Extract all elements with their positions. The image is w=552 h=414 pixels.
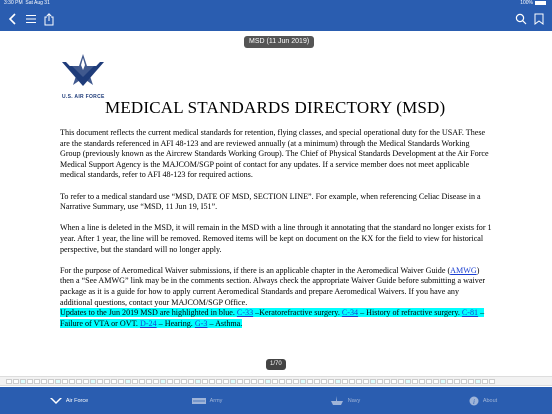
page-thumbnail[interactable] bbox=[356, 379, 362, 384]
share-icon bbox=[44, 13, 54, 26]
page-thumbnail[interactable] bbox=[468, 379, 474, 384]
page-thumbnail[interactable] bbox=[167, 379, 173, 384]
page-thumbnail[interactable] bbox=[83, 379, 89, 384]
link-c81[interactable]: C-81 bbox=[461, 308, 479, 318]
svg-text:i: i bbox=[472, 397, 475, 406]
page-thumbnail[interactable] bbox=[216, 379, 222, 384]
page-thumbnail[interactable] bbox=[237, 379, 243, 384]
page-thumbnail[interactable] bbox=[132, 379, 138, 384]
info-icon bbox=[469, 396, 479, 406]
tab-army[interactable] bbox=[138, 387, 276, 414]
page-thumbnail[interactable] bbox=[321, 379, 327, 384]
page-thumbnail[interactable] bbox=[125, 379, 131, 384]
page-thumbnail[interactable] bbox=[153, 379, 159, 384]
page-thumbnail[interactable] bbox=[181, 379, 187, 384]
page-thumbnail[interactable] bbox=[300, 379, 306, 384]
document-date-pill: MSD (11 Jun 2019) bbox=[244, 36, 314, 48]
page-thumbnail[interactable] bbox=[349, 379, 355, 384]
page-thumbnail[interactable] bbox=[440, 379, 446, 384]
link-c33[interactable]: C-33 bbox=[236, 308, 254, 318]
link-g3[interactable]: G-3 bbox=[194, 318, 208, 328]
page-thumbnail[interactable] bbox=[391, 379, 397, 384]
table-of-contents-button[interactable] bbox=[22, 10, 40, 28]
updates-intro: Updates to the Jun 2019 MSD are highlighted in blue. bbox=[60, 308, 237, 318]
page-thumbnail[interactable] bbox=[20, 379, 26, 384]
page-thumbnail[interactable] bbox=[230, 379, 236, 384]
page-thumbnail[interactable] bbox=[69, 379, 75, 384]
page-thumbnail[interactable] bbox=[244, 379, 250, 384]
page-thumbnail[interactable] bbox=[160, 379, 166, 384]
document-title: MEDICAL STANDARDS DIRECTORY (MSD) bbox=[105, 98, 446, 117]
page-thumbnail[interactable] bbox=[188, 379, 194, 384]
tab-navy-label: Navy bbox=[347, 397, 361, 404]
air-force-icon bbox=[50, 397, 62, 405]
page-thumbnail[interactable] bbox=[461, 379, 467, 384]
c34-text: – History of refractive surgery. bbox=[358, 308, 462, 318]
page-thumbnail[interactable] bbox=[41, 379, 47, 384]
updates-highlight bbox=[60, 308, 484, 328]
page-thumbnail[interactable] bbox=[195, 379, 201, 384]
page-thumbnail[interactable] bbox=[335, 379, 341, 384]
tab-air-force-label: Air Force bbox=[65, 397, 89, 404]
waiver-text-b: ) then a “See AMWG” link may be in the comments section. Always check the appropriate Waiver Guide before submitting a waiver package as it is a guide for how to apply current Aeromedical Standards and prepare Aeromedical Waivers. If you have any additional questions, contact your MAJCOM/SGP Office. bbox=[60, 265, 486, 307]
page-thumbnail[interactable] bbox=[76, 379, 82, 384]
list-icon bbox=[25, 14, 37, 24]
g3-text: – Asthma. bbox=[207, 318, 243, 328]
battery-icon bbox=[535, 1, 546, 5]
document-body bbox=[60, 128, 492, 329]
page-thumbnail[interactable] bbox=[384, 379, 390, 384]
page-thumbnail[interactable] bbox=[363, 379, 369, 384]
page-thumbnail[interactable] bbox=[405, 379, 411, 384]
page-thumbnail[interactable] bbox=[419, 379, 425, 384]
link-d24[interactable]: D-24 bbox=[139, 318, 157, 328]
page-thumbnail[interactable] bbox=[97, 379, 103, 384]
page-thumbnail[interactable] bbox=[202, 379, 208, 384]
search-button[interactable] bbox=[512, 10, 530, 28]
page-thumbnail[interactable] bbox=[251, 379, 257, 384]
page-thumbnail[interactable] bbox=[48, 379, 54, 384]
page-thumbnail[interactable] bbox=[90, 379, 96, 384]
page-thumbnail[interactable] bbox=[279, 379, 285, 384]
amwg-link[interactable]: AMWG bbox=[450, 265, 477, 275]
chevron-left-icon bbox=[8, 13, 18, 25]
page-thumbnail[interactable] bbox=[104, 379, 110, 384]
d24-text: – Hearing. bbox=[156, 318, 195, 328]
page-thumbnail[interactable] bbox=[307, 379, 313, 384]
page-thumbnail[interactable] bbox=[111, 379, 117, 384]
page-thumbnail[interactable] bbox=[209, 379, 215, 384]
page-thumbnail[interactable] bbox=[286, 379, 292, 384]
page-thumbnail[interactable] bbox=[139, 379, 145, 384]
page-thumbnail[interactable] bbox=[265, 379, 271, 384]
paragraph-reference: To refer to a medical standard use “MSD, DATE OF MSD, SECTION LINE”. For example, when referencing Celiac Disease in a Narrative Summary, use “MSD, 11 Jun 19, I51”. bbox=[60, 191, 481, 212]
page-thumbnail[interactable] bbox=[62, 379, 68, 384]
page-thumbnail[interactable] bbox=[34, 379, 40, 384]
link-c34[interactable]: C-34 bbox=[341, 308, 359, 318]
army-icon bbox=[192, 397, 206, 405]
page-thumbnail[interactable] bbox=[426, 379, 432, 384]
status-bar bbox=[0, 0, 552, 7]
page-thumbnail[interactable] bbox=[370, 379, 376, 384]
page-thumbnail[interactable] bbox=[6, 379, 12, 384]
page-thumbnail[interactable] bbox=[13, 379, 19, 384]
page-thumbnail[interactable] bbox=[146, 379, 152, 384]
share-button[interactable] bbox=[40, 10, 58, 28]
c33-text: –Keratorefractive surgery. bbox=[253, 308, 342, 318]
tab-army-label: Army bbox=[209, 397, 223, 404]
paragraph-deleted-lines: When a line is deleted in the MSD, it will remain in the MSD with a line through it annotating that the standard no longer exists for 1 year. After 1 year, the line will be removed. Removed items will be kept on document on the KX for the field to view for historical perspective, but the standard will no longer apply. bbox=[60, 223, 492, 254]
bookmark-icon bbox=[534, 13, 544, 25]
page-thumbnail[interactable] bbox=[342, 379, 348, 384]
search-icon bbox=[515, 13, 527, 25]
top-nav-bar bbox=[0, 7, 552, 31]
page-thumbnail[interactable] bbox=[377, 379, 383, 384]
page-thumbnail[interactable] bbox=[223, 379, 229, 384]
page-thumbnail[interactable] bbox=[328, 379, 334, 384]
page-indicator: 1/70 bbox=[266, 359, 286, 370]
page-thumbnail[interactable] bbox=[293, 379, 299, 384]
page-thumbnail[interactable] bbox=[272, 379, 278, 384]
status-battery: 100% bbox=[520, 0, 546, 7]
page-thumbnail[interactable] bbox=[489, 379, 495, 384]
tab-about-label: About bbox=[482, 397, 498, 404]
page-thumbnail-scrubber[interactable] bbox=[0, 376, 552, 386]
tab-air-force[interactable] bbox=[0, 387, 138, 414]
tab-bar bbox=[0, 387, 552, 414]
page-thumbnail[interactable] bbox=[412, 379, 418, 384]
tab-navy[interactable] bbox=[276, 387, 414, 414]
page-thumbnail[interactable] bbox=[454, 379, 460, 384]
page-thumbnail[interactable] bbox=[447, 379, 453, 384]
page-thumbnail[interactable] bbox=[314, 379, 320, 384]
waiver-text-a: For the purpose of Aeromedical Waiver submissions, if there is an applicable chapter in the Aeromedical Waiver Guide ( bbox=[60, 265, 451, 275]
air-force-logo-text: U.S. AIR FORCE bbox=[62, 94, 105, 100]
page-thumbnail[interactable] bbox=[475, 379, 481, 384]
page-thumbnail[interactable] bbox=[118, 379, 124, 384]
back-button[interactable] bbox=[4, 10, 22, 28]
paragraph-intro: This document reflects the current medical standards for retention, flying classes, and special operational duty for the USAF. These are the standards referenced in AFI 48-123 and are reviewed annually (at a minimum) through the Medical Standards Working Group (previously known as the Aircrew Standards Working Group). The Chief of Physical Standards Development at the Air Force Medical Support Agency is the MAJCOM/SGP point of contact for any updates. If a service member does not meet applicable medical standards, refer to AFI 48-123 for required actions. bbox=[60, 128, 489, 180]
page-thumbnail[interactable] bbox=[55, 379, 61, 384]
paragraph-waivers bbox=[60, 266, 492, 330]
page-thumbnail[interactable] bbox=[398, 379, 404, 384]
status-time-date: 3:30 PM Sat Aug 31 bbox=[4, 0, 50, 6]
page-thumbnail[interactable] bbox=[433, 379, 439, 384]
bookmark-button[interactable] bbox=[530, 10, 548, 28]
navy-icon bbox=[330, 396, 344, 405]
page-thumbnail[interactable] bbox=[174, 379, 180, 384]
tab-about[interactable] bbox=[414, 387, 552, 414]
page-thumbnail[interactable] bbox=[27, 379, 33, 384]
c81-text: – Failure of VTA or OVT. bbox=[60, 308, 485, 328]
page-thumbnail[interactable] bbox=[258, 379, 264, 384]
page-thumbnail[interactable] bbox=[482, 379, 488, 384]
